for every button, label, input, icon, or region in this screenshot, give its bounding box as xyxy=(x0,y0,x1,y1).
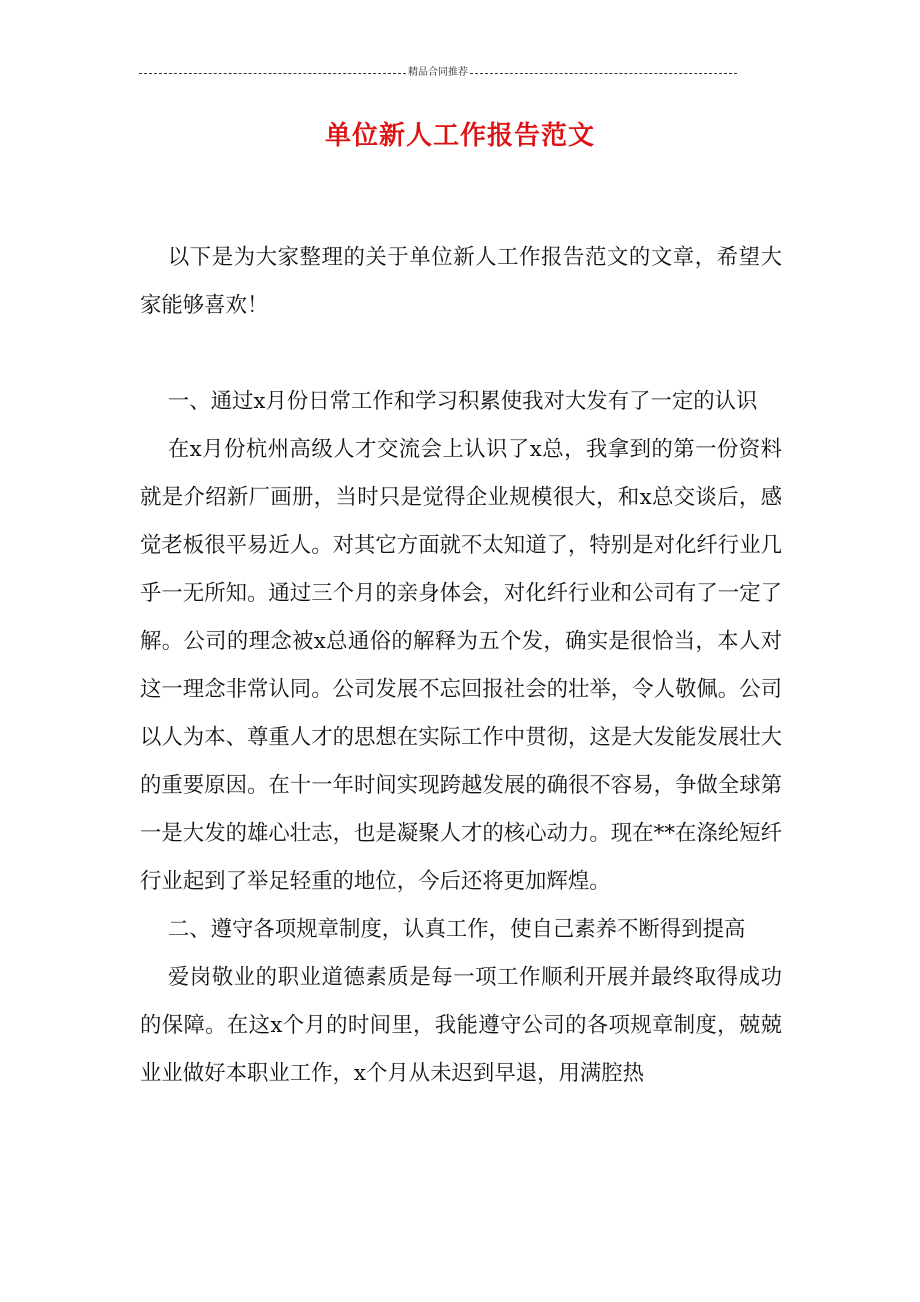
body-paragraph-1: 在x月份杭州高级人才交流会上认识了x总，我拿到的第一份资料就是介绍新厂画册，当时只是觉得企业规模很大，和x总交谈后，感觉老板很平易近人。对其它方面就不太知道了，特别是对化纤行业几乎一无所知。通过三个月的亲身体会，对化纤行业和公司有了一定了解。公司的理念被x总通俗的解释为五个发，确实是很恰当，本人对这一理念非常认同。公司发展不忘回报社会的壮举，令人敬佩。公司以人为本、尊重人才的思想在实际工作中贯彻，这是大发能发展壮大的重要原因。在十一年时间实现跨越发展的确很不容易，争做全球第一是大发的雄心壮志，也是凝聚人才的核心动力。现在**在涤纶短纤行业起到了举足轻重的地位，今后还将更加辉煌。 xyxy=(140,437,782,894)
document-title: 单位新人工作报告范文 xyxy=(324,121,595,151)
intro-paragraph: 以下是为大家整理的关于单位新人工作报告范文的文章，希望大家能够喜欢！ xyxy=(140,245,782,318)
header-dash-right xyxy=(470,73,737,74)
section-heading-1: 一、通过x月份日常工作和学习积累使我对大发有了一定的认识 xyxy=(167,389,758,414)
header-label: 精品合同推荐 xyxy=(408,67,468,78)
document-body xyxy=(140,234,782,1098)
page-header xyxy=(139,66,737,80)
section-heading-2: 二、遵守各项规章制度，认真工作，使自己素养不断得到提高 xyxy=(167,917,746,942)
body-paragraph-2: 爱岗敬业的职业道德素质是每一项工作顺利开展并最终取得成功的保障。在这x个月的时间里，我能遵守公司的各项规章制度，兢兢业业做好本职业工作，x个月从未迟到早退，用满腔热 xyxy=(140,965,782,1086)
header-dash-left xyxy=(139,73,406,74)
